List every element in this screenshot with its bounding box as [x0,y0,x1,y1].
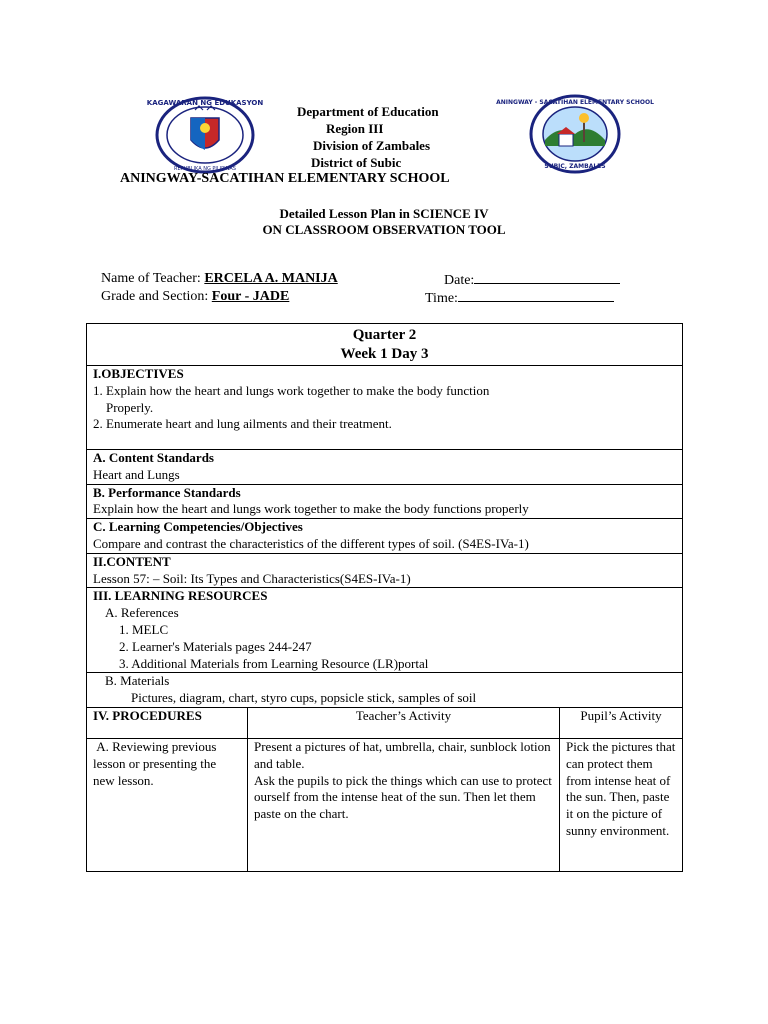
materials-text: Pictures, diagram, chart, styro cups, popsicle stick, samples of soil [131,690,477,706]
references-heading: A. References [105,605,179,621]
teacher-label: Name of Teacher: [101,271,201,286]
quarter-label: Quarter 2 [352,327,417,343]
performance-standards-row [87,484,683,519]
performance-standards-heading: B. Performance Standards [93,484,241,500]
time-row [425,289,614,307]
resources-row [87,588,683,673]
objectives-heading: I.OBJECTIVES [93,366,184,381]
school-seal-text: ANINGWAY - SACATIHAN ELEMENTARY SCHOOL [496,99,654,106]
school-seal-bottom-text: SUBIC, ZAMBALES [544,163,606,170]
quarter-row [87,324,683,366]
teacher-activity-heading: Teacher’s Activity [355,707,452,723]
resources-heading: III. LEARNING RESOURCES [93,588,268,604]
division-name: Division of Zambales [313,138,431,153]
reference-item: 3. Additional Materials from Learning Resource (LR)portal [119,655,429,671]
materials-row [87,673,683,708]
pupil-activity-text: Pick the pictures that can protect them from intense heat of the sun. Then, paste it on the picture of sunny environment. [566,738,676,838]
content-text: Lesson 57: – Soil: Its Types and Characteristics(S4ES-IVa-1) [93,570,411,586]
date-blank [474,271,620,284]
performance-standards-text: Explain how the heart and lungs work together to make the body functions properly [93,501,529,517]
content-heading: II.CONTENT [93,553,171,569]
grade-value: Four - JADE [211,289,290,304]
date-row [444,271,620,289]
objective-item: 2. Enumerate heart and lung ailments and their treatment. [93,416,392,432]
department-name: Department of Education [297,104,439,119]
procedure-a-text: A. Reviewing previous lesson or presenting the new lesson. [93,738,220,788]
content-standards-row [87,450,683,485]
content-row [87,553,683,588]
procedures-header-row [87,707,683,738]
deped-seal-bottom-text: REPUBLIKA NG PILIPINAS [174,166,236,172]
procedures-heading: IV. PROCEDURES [93,707,202,723]
teacher-info-row [101,271,338,287]
teacher-activity-text: Present a pictures of hat, umbrella, chair, sunblock lotion and table. [254,738,551,771]
teacher-activity-text: Ask the pupils to pick the things which can use to protect ourself from the intense heat of the sun. Then let them paste on the chart. [254,772,552,822]
reference-item: 1. MELC [119,621,169,637]
teacher-value: ERCELA A. MANIJA [204,271,338,286]
time-blank [458,289,614,302]
lesson-plan-table [86,323,683,872]
objective-item: 1. Explain how the heart and lungs work together to make the body function [93,382,490,398]
date-label: Date: [444,273,475,288]
objectives-row [87,366,683,450]
competencies-row [87,519,683,554]
content-standards-heading: A. Content Standards [93,450,214,465]
deped-seal-logo [146,96,264,174]
time-label: Time: [425,291,458,306]
reference-item: 2. Learner's Materials pages 244-247 [119,638,312,654]
materials-heading: B. Materials [105,673,170,689]
lesson-plan-title: Detailed Lesson Plan in SCIENCE IV [279,206,489,221]
deped-seal-text: KAGAWARAN NG EDUKASYON [146,99,264,107]
lesson-plan-subtitle: ON CLASSROOM OBSERVATION TOOL [262,222,506,237]
competencies-heading: C. Learning Competencies/Objectives [93,519,303,535]
week-day-label: Week 1 Day 3 [340,346,429,362]
school-name: ANINGWAY-SACATIHAN ELEMENTARY SCHOOL [120,171,450,186]
content-standards-text: Heart and Lungs [93,466,180,482]
objective-item-continued: Properly. [106,399,154,415]
region-name: Region III [326,121,384,136]
competencies-text: Compare and contrast the characteristics of the different types of soil. (S4ES-IVa-1) [93,535,529,551]
district-name: District of Subic [311,155,402,170]
grade-label: Grade and Section: [101,289,209,304]
school-seal-logo [496,94,654,174]
procedure-a-row [87,738,683,871]
pupil-activity-heading: Pupil’s Activity [580,707,662,723]
grade-info-row [101,289,289,305]
